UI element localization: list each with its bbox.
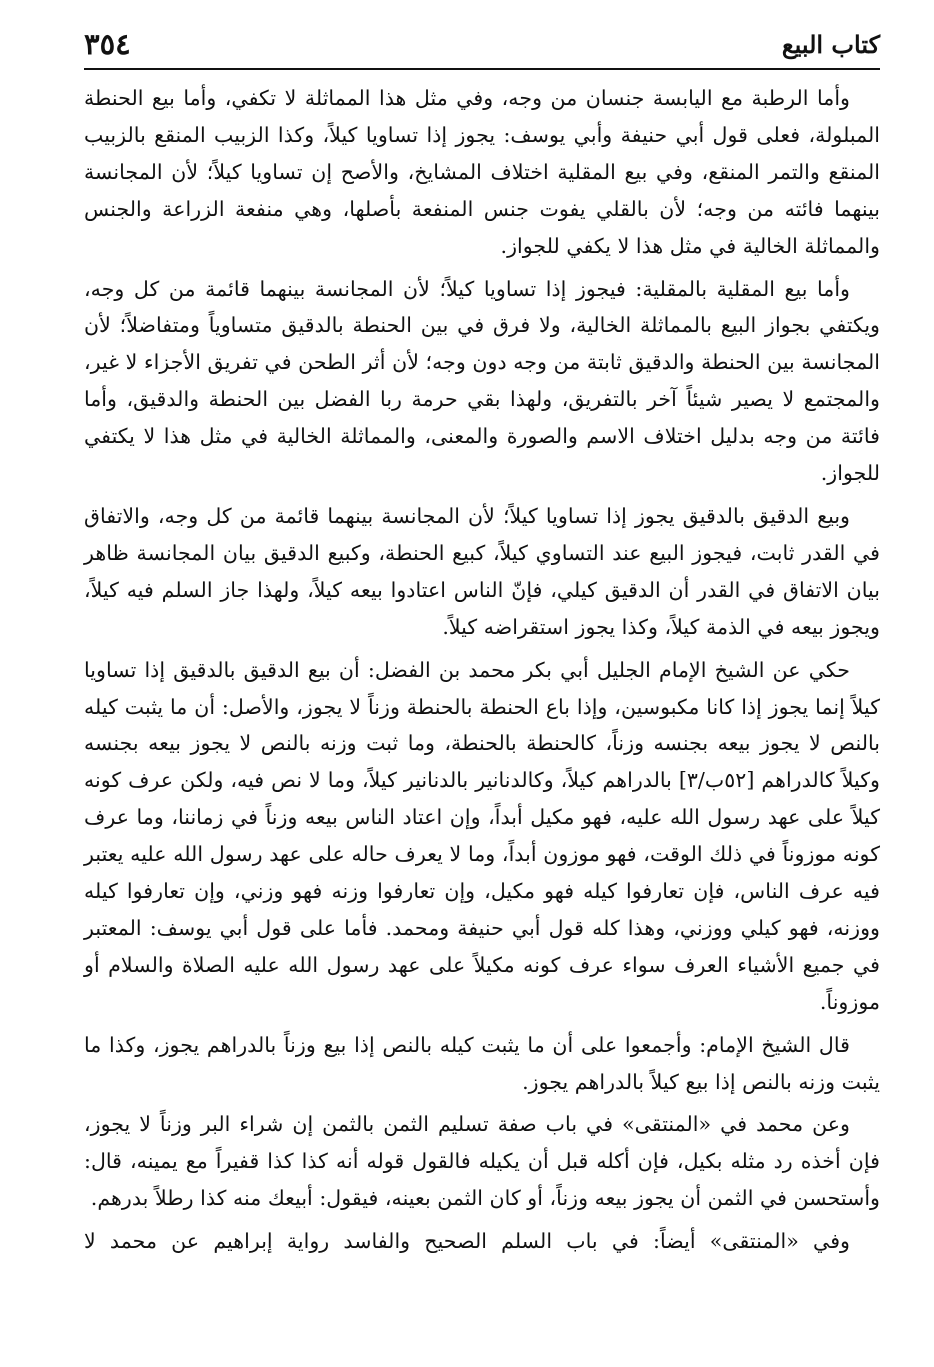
- paragraph: وعن محمد في «المنتقى» في باب صفة تسليم الثمن بالثمن إن شراء البر وزناً لا يجوز، فإن أخذه رد مثله بكيل، فإن أكله قبل أن يكيله فالقول قوله أنه كذا كذا قفيراً مع يمينه، قال: وأستحسن في الثمن أن يجوز بيعه وزناً، أو كان الثمن بعينه، فيقول: أبيعك منه كذا رطلاً بدرهم.: [84, 1112, 880, 1211]
- paragraph-continued: وفي «المنتقى» أيضاً: في باب السلم الصحيح والفاسد رواية إبراهيم عن محمد لا: [84, 1229, 850, 1254]
- paragraph: قال الشيخ الإمام: وأجمعوا على أن ما يثبت كيله بالنص إذا بيع وزناً بالدراهم يجوز، وكذا ما يثبت وزنه بالنص إذا بيع كيلاً بالدراهم يجوز.: [84, 1032, 880, 1094]
- paragraph: حكي عن الشيخ الإمام الجليل أبي بكر محمد بن الفضل: أن بيع الدقيق بالدقيق إذا تساويا كيلاً إنما يجوز إذا كانا مكبوسين، وإذا باع الحنطة بالحنطة وزناً لا يجوز، والأصل: أن ما يثبت كيله بالنص لا يجوز بيعه بجنسه وزناً، كالحنطة بالحنطة، وما ثبت وزنه بالنص لا يجوز بيعه بجنسه وكيلاً كالدراهم [٥٢ب/٣] بالدراهم كيلاً، وكالدنانير بالدنانير كيلاً، وما لا نص فيه، ولكن عرف كونه كيلاً على عهد رسول الله عليه، فهو مكيل أبداً، وإن اعتاد الناس بيعه وزناً في زماننا، وما عرف كونه موزوناً في ذلك الوقت، فهو موزون أبداً، وما لا يعرف حاله على عهد رسول الله عليه يعتبر فيه عرف الناس، فإن تعارفوا كيله فهو مكيل، وإن تعارفوا وزنه فهو وزني، وإن تعارفوا كيله ووزنه، فهو كيلي ووزني، وهذا كله قول أبي حنيفة ومحمد. فأما على قول أبي يوسف: المعتبر في جميع الأشياء العرف سواء عرف كونه مكيلاً على عهد رسول الله عليه الصلاة والسلام أو موزوناً.: [84, 657, 880, 1014]
- running-title: كتاب البيع: [781, 29, 880, 59]
- paragraph: وأما الرطبة مع اليابسة جنسان من وجه، وفي مثل هذا المماثلة لا تكفي، وأما بيع الحنطة المبلولة، فعلى قول أبي حنيفة وأبي يوسف: يجوز إذا تساويا كيلاً، وكذا الزبيب المنقع بالزبيب المنقع والتمر المنقع، وفي بيع المقلية اختلاف المشايخ، والأصح إن تساويا كيلاً؛ لأن المجانسة بينهما فائته من وجه؛ لأن بالقلي يفوت جنس المنفعة بأصلها، وهي منفعة الزراعة والجنس والمماثلة الخالية في مثل هذا لا يكفي للجواز.: [84, 86, 880, 258]
- page-header: [84, 20, 880, 70]
- page-body: [84, 80, 880, 1266]
- paragraph: وبيع الدقيق بالدقيق يجوز إذا تساويا كيلاً؛ لأن المجانسة بينهما قائمة من كل وجه، والاتفاق في القدر ثابت، فيجوز البيع عند التساوي كيلاً، كبيع الحنطة، وكبيع الدقيق بيان المجانسة ظاهر بيان الاتفاق في القدر أن الدقيق كيلي، فإنّ الناس اعتادوا بيعه كيلاً، ولهذا جاز السلم فيه كيلاً، ويجوز بيعه في الذمة كيلاً، وكذا يجوز استقراضه كيلاً.: [84, 503, 880, 639]
- paragraph: وأما بيع المقلية بالمقلية: فيجوز إذا تساويا كيلاً؛ لأن المجانسة بينهما قائمة من كل وجه، ويكتفي بجواز البيع بالمماثلة الخالية، ولا فرق في بين الحنطة بالدقيق متساوياً ومتفاضلاً؛ لأن المجانسة بين الحنطة والدقيق ثابتة من وجه دون وجه؛ لأن أثر الطحن في تفريق الأجزاء لا غير، والمجتمع لا يصير شيئاً آخر بالتفريق، ولهذا بقي حرمة ربا الفضل بين الحنطة والدقيق، وأما فائتة من وجه بدليل اختلاف الاسم والصورة والمعنى، والمماثلة الخالية في مثل هذا لا يكتفي للجواز.: [84, 276, 880, 486]
- page-number: ٣٥٤: [84, 27, 131, 61]
